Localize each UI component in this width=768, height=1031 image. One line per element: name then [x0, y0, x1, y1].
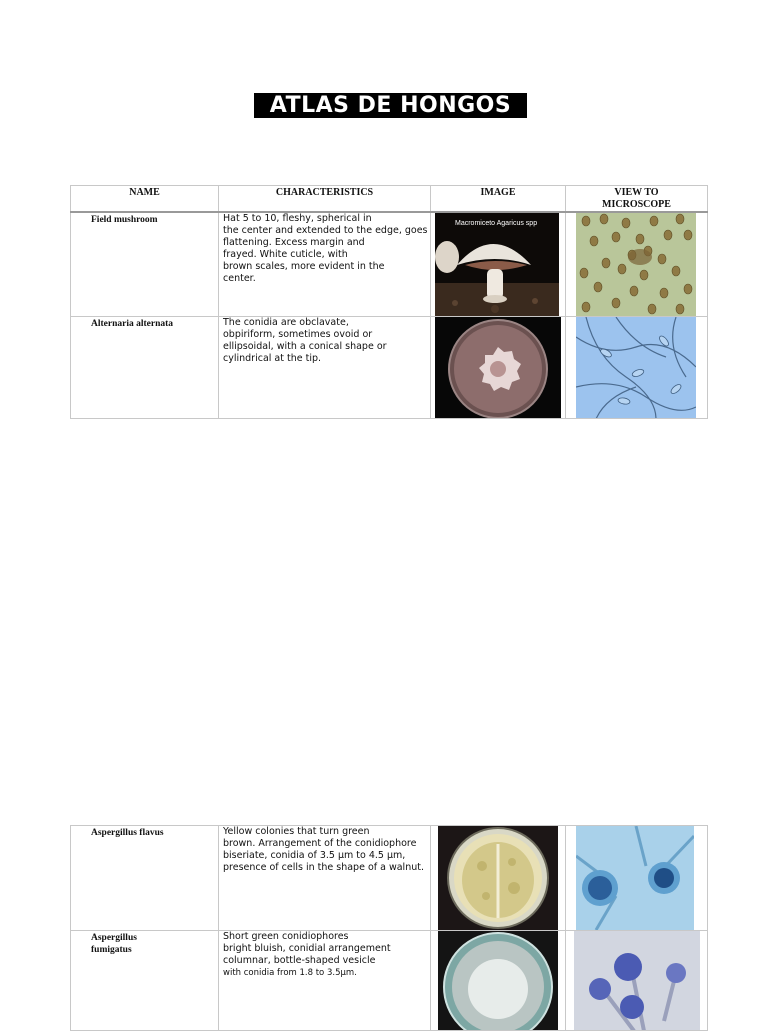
microscope-cell — [566, 316, 708, 418]
table-row — [71, 316, 708, 418]
desc-line: cylindrical at the tip. — [223, 352, 322, 364]
microscope-cell — [566, 931, 708, 1031]
desc-line: with conidia from 1.8 to 3.5µm. — [223, 968, 357, 978]
green-colony-photo — [438, 931, 558, 1031]
desc-line: ellipsoidal, with a conical shape or — [223, 340, 387, 352]
fungus-name: Aspergillus flavus — [71, 826, 219, 931]
table-row — [71, 931, 708, 1031]
header-characteristics: CHARACTERISTICS — [219, 186, 431, 213]
conidiophore-micrograph — [576, 826, 694, 930]
fungus-name: Alternaria alternata — [71, 316, 219, 418]
image-cell — [431, 826, 566, 931]
header-image: IMAGE — [431, 186, 566, 213]
header-view-line2: MICROSCOPE — [602, 199, 671, 210]
fungus-name — [71, 931, 219, 1031]
desc-line: flattening. Excess margin and — [223, 237, 365, 248]
petri-dish-photo — [435, 317, 561, 419]
microscope-cell — [566, 212, 708, 316]
desc-line: the center and extended to the edge, goes — [223, 225, 428, 236]
spores-micrograph — [576, 213, 696, 316]
desc-line: presence of cells in the shape of a walnut. — [223, 862, 424, 873]
table-row — [71, 212, 708, 316]
desc-line: brown scales, more evident in the — [223, 261, 385, 272]
desc-line: biseriate, conidia of 3.5 µm to 4.5 µm, — [223, 850, 406, 861]
desc-line: Hat 5 to 10, fleshy, spherical in — [223, 213, 372, 224]
desc-line: columnar, bottle-shaped vesicle — [223, 955, 376, 966]
vesicle-micrograph — [574, 931, 700, 1031]
desc-line: Yellow colonies that turn green — [223, 826, 370, 837]
fungus-characteristics — [219, 316, 431, 418]
fungus-characteristics — [219, 826, 431, 931]
mushroom-photo — [435, 213, 559, 316]
desc-line: frayed. White cuticle, with — [223, 249, 348, 260]
fungus-name: Field mushroom — [71, 212, 219, 316]
conidia-micrograph — [576, 317, 696, 419]
table-row — [71, 826, 708, 931]
fungus-characteristics — [219, 212, 431, 316]
fungus-name-line: fumigatus — [91, 945, 132, 955]
header-view-line1: VIEW TO — [614, 187, 659, 198]
microscope-cell — [566, 826, 708, 931]
fungus-name-line: Aspergillus — [91, 933, 137, 943]
desc-line: obpiriform, sometimes ovoid or — [223, 328, 373, 340]
desc-line: center. — [223, 273, 256, 284]
header-name: NAME — [71, 186, 219, 213]
yellow-colony-photo — [438, 826, 558, 930]
page-title: ATLAS DE HONGOS — [254, 93, 527, 118]
fungi-table-2 — [70, 825, 708, 1031]
image-cell — [431, 316, 566, 418]
desc-line: Short green conidiophores — [223, 931, 349, 942]
header-view-to-microscope — [566, 186, 708, 213]
fungi-table-1 — [70, 185, 708, 419]
desc-line: bright bluish, conidial arrangement — [223, 943, 391, 954]
image-caption: Macromiceto Agaricus spp — [455, 220, 538, 227]
desc-line: The conidia are obclavate, — [223, 316, 349, 328]
fungus-characteristics — [219, 931, 431, 1031]
desc-line: brown. Arrangement of the conidiophore — [223, 838, 417, 849]
image-cell — [431, 931, 566, 1031]
image-cell — [431, 212, 566, 316]
